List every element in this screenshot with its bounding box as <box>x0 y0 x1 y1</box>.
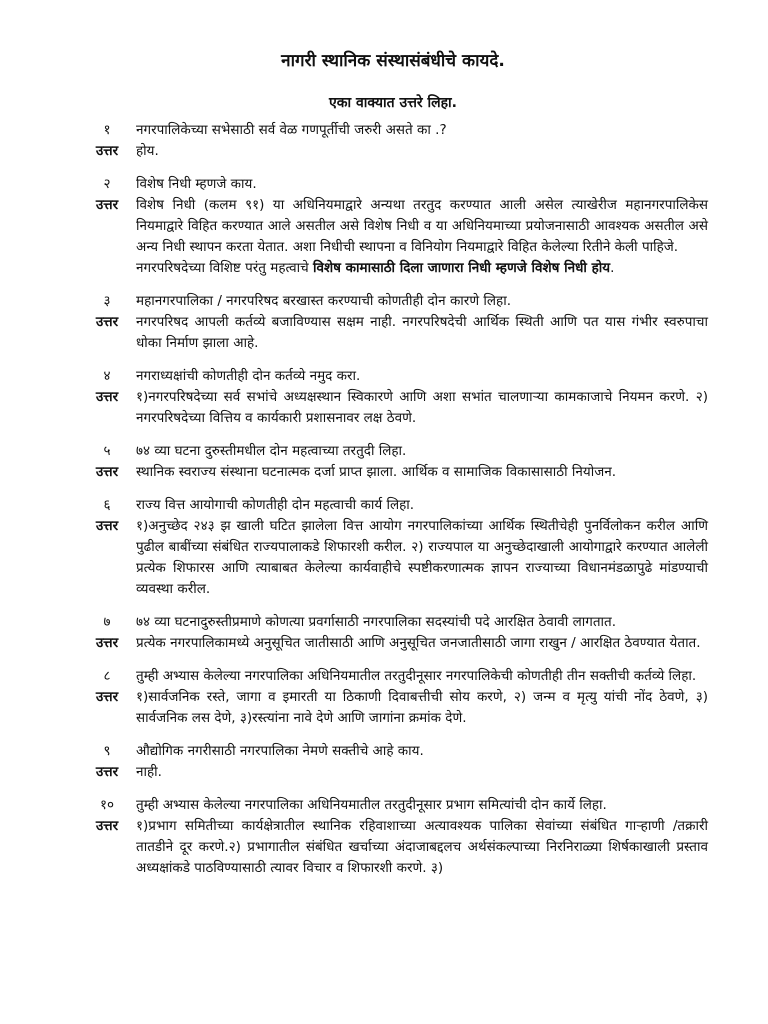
answer-extra-end: . <box>610 260 615 276</box>
question-number: १ <box>103 122 111 138</box>
question-text: राज्य वित्त आयोगाची कोणतीही दोन महत्वाची कार्य लिहा. <box>136 497 415 513</box>
answer-text: स्थानिक स्वराज्य संस्थाना घटनात्मक दर्जा प्राप्त झाला. आर्थिक व सामाजिक विकासासाठी नियोजन. <box>136 464 617 480</box>
qa-item-7 <box>78 612 708 654</box>
answer-label: उत्तर <box>95 518 119 534</box>
answer-text: १)प्रभाग समितीच्या कार्यक्षेत्रातील स्थानिक रहिवाशाच्या अत्यावश्यक पालिका सेवांच्या संबंधित गाऱ्हाणी /तक्रारी तातडीने दूर करणे.२) प्रभागातील संबंधित खर्चाच्या अंदाजाबद्दलच अर्थसंकल्पाच्या निरनिराळ्या शिर्षकाखाली प्रस्ताव अध्यक्षांकडे पाठविण्यासाठी त्यावर विचार व शिफारशी करणे. ३) <box>136 818 708 876</box>
question-number: ३ <box>103 293 111 309</box>
question-text: महानगरपालिका / नगरपरिषद बरखास्त करण्याची कोणतीही दोन कारणे लिहा. <box>136 293 511 309</box>
question-text: नगराध्यक्षांची कोणतीही दोन कर्तव्ये नमुद करा. <box>136 368 361 384</box>
answer-label: उत्तर <box>95 689 119 705</box>
answer-extra-bold: विशेष कामासाठी दिला जाणारा निधी म्हणजे विशेष निधी होय <box>312 260 611 276</box>
answer-label: उत्तर <box>95 143 119 159</box>
answer-label: उत्तर <box>95 197 119 213</box>
question-text: तुम्ही अभ्यास केलेल्या नगरपालिका अधिनियमातील तरतुदीनूसार प्रभाग समित्यांची दोन कार्ये लिहा. <box>136 797 607 813</box>
qa-item-1 <box>78 120 708 162</box>
answer-extra <box>136 258 708 279</box>
answer-text: १)सार्वजनिक रस्ते, जागा व इमारती या ठिकाणी दिवाबत्तीची सोय करणे, २) जन्म व मृत्यु यांची नोंद ठेवणे, ३) सार्वजनिक लस देणे, ३)रस्त्यांना नावे देणे आणि जागांना क्रमांक देणे. <box>136 689 708 726</box>
qa-item-5 <box>78 441 708 483</box>
question-number: २ <box>103 176 111 192</box>
answer-text: नगरपरिषद आपली कर्तव्ये बजाविण्यास सक्षम नाही. नगरपरिषदेची आर्थिक स्थिती आणि पत यास गंभीर स्वरुपाचा धोका निर्माण झाला आहे. <box>136 314 708 351</box>
question-number: ९ <box>103 743 111 759</box>
qa-item-2 <box>78 174 708 279</box>
question-text: तुम्ही अभ्यास केलेल्या नगरपालिका अधिनियमातील तरतुदीनूसार नगरपालिकेची कोणतीही तीन सक्तीची कर्तव्ये लिहा. <box>136 668 697 684</box>
answer-label: उत्तर <box>95 314 119 330</box>
question-number: ७ <box>103 614 111 630</box>
answer-label: उत्तर <box>95 635 119 651</box>
answer-text: १)अनुच्छेद २४३ झ खाली घटित झालेला वित्त आयोग नगरपालिकांच्या आर्थिक स्थितीचेही पुनर्विलोकन करील आणि पुढील बाबींच्या संबंधित राज्यपालाकडे शिफारशी करील. २) राज्यपाल या अनुच्छेदाखाली आयोगाद्वारे करण्यात आलेली प्रत्येक शिफारस आणि त्याबाबत केलेल्या कार्यवाहीचे स्पष्टीकरणात्मक ज्ञापन राज्याच्या विधानमंडळापुढे मांडण्याची व्यवस्था करील. <box>136 518 708 597</box>
question-text: विशेष निधी म्हणजे काय. <box>136 176 257 192</box>
qa-item-6 <box>78 495 708 600</box>
qa-item-8 <box>78 666 708 729</box>
question-text: ७४ व्या घटना दुरुस्तीमधील दोन महत्वाच्या तरतुदी लिहा. <box>136 443 407 459</box>
question-number: ५ <box>103 443 111 459</box>
question-number: १० <box>99 797 115 813</box>
answer-text: होय. <box>136 143 159 159</box>
question-number: ६ <box>103 497 111 513</box>
qa-item-10 <box>78 795 708 879</box>
qa-item-4 <box>78 366 708 429</box>
answer-text: १)नगरपरिषदेच्या सर्व सभांचे अध्यक्षस्थान स्विकारणे आणि अशा सभांत चालणाऱ्या कामकाजाचे नियमन करणे. २) नगरपरिषदेच्या वित्तिय व कार्यकारी प्रशासनावर लक्ष ठेवणे. <box>136 389 708 426</box>
answer-text: नाही. <box>136 764 162 780</box>
qa-item-9 <box>78 741 708 783</box>
page-title: नागरी स्थानिक संस्थासंबंधीचे कायदे. <box>281 51 505 71</box>
answer-block <box>136 195 708 279</box>
question-number: ८ <box>103 668 111 684</box>
answer-label: उत्तर <box>95 389 119 405</box>
page-subtitle: एका वाक्यात उत्तरे लिहा. <box>329 95 457 111</box>
answer-label: उत्तर <box>95 464 119 480</box>
answer-text: प्रत्येक नगरपालिकामध्ये अनुसूचित जातीसाठी आणि अनुसूचित जनजातीसाठी जागा राखुन / आरक्षित ठेवण्यात येतात. <box>136 635 701 651</box>
question-number: ४ <box>103 368 111 384</box>
question-text: औद्योगिक नगरीसाठी नगरपालिका नेमणे सक्तीचे आहे काय. <box>136 743 424 759</box>
question-text: ७४ व्या घटनादुरुस्तीप्रमाणे कोणत्या प्रवर्गासाठी नगरपालिका सदस्यांची पदे आरक्षित ठेवावी लागतात. <box>136 614 617 630</box>
answer-label: उत्तर <box>95 818 119 834</box>
question-text: नगरपालिकेच्या सभेसाठी सर्व वेळ गणपूर्तीची जरुरी असते का .? <box>136 122 447 138</box>
qa-item-3 <box>78 291 708 354</box>
answer-text: विशेष निधी (कलम ९१) या अधिनियमाद्वारे अन्यथा तरतुद करण्यात आली असेल त्याखेरीज महानगरपालिकेस नियमाद्वारे विहित करण्यात आले असतील असे विशेष निधी व या अधिनियमाच्या प्रयोजनासाठी आवश्यक असतील असे अन्य निधी स्थापन करता येतात. अशा निधीची स्थापना व विनियोग नियमाद्वारे विहित केलेल्या रितीने केली पाहिजे. <box>136 197 708 255</box>
answer-label: उत्तर <box>95 764 119 780</box>
answer-extra-text: नगरपरिषदेच्या विशिष्ट परंतु महत्वाचे <box>136 260 313 276</box>
